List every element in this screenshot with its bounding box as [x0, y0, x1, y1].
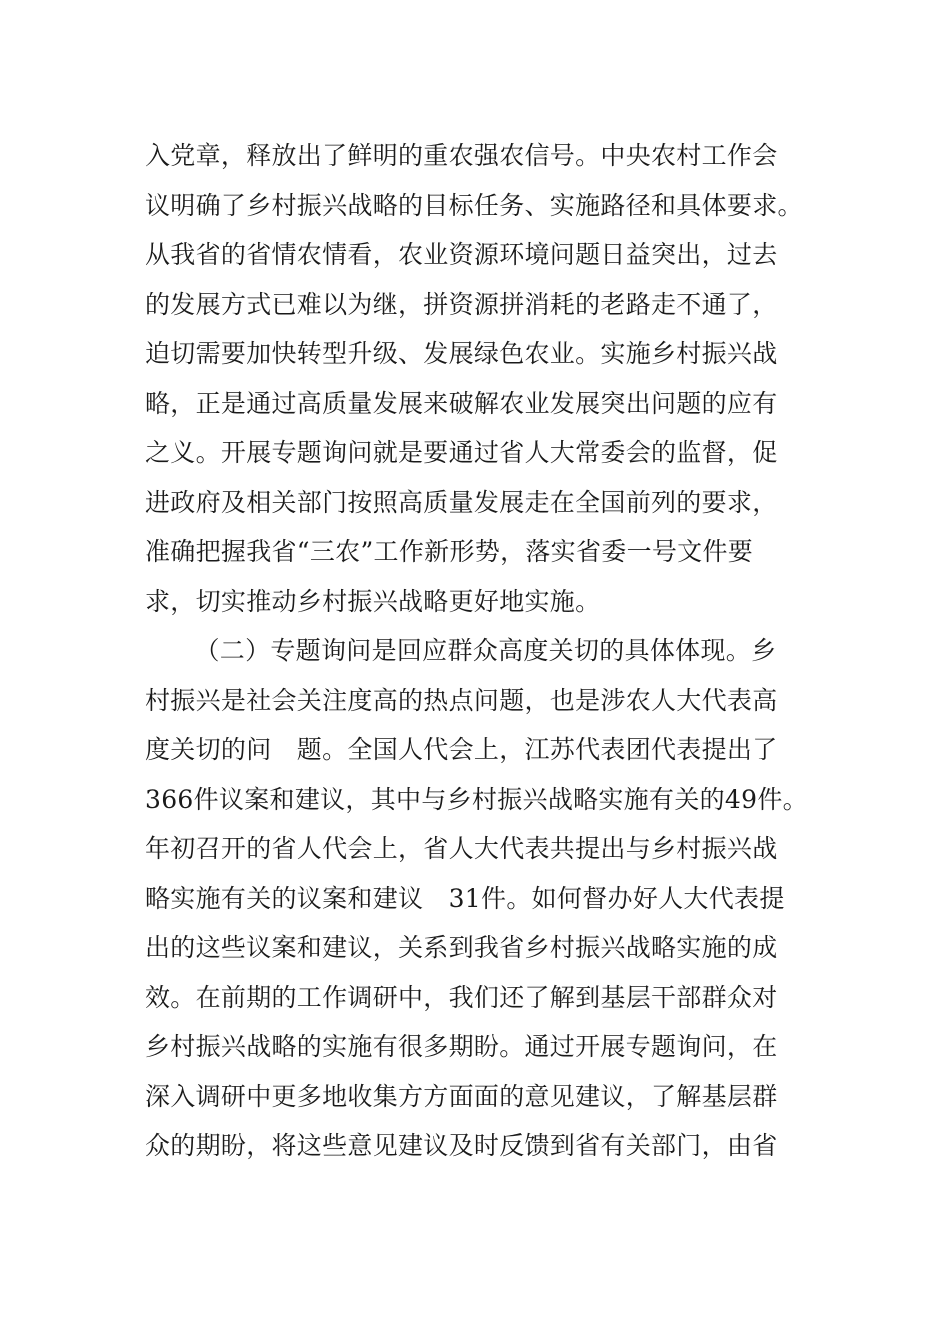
text-line: 迫切需要加快转型升级、发展绿色农业。实施乡村振兴战: [145, 339, 778, 368]
text-line: 之义。开展专题询问就是要通过省人大常委会的监督，促: [145, 438, 778, 467]
text-line: 入党章，释放出了鲜明的重农强农信号。中央农村工作会: [145, 141, 778, 170]
text-line: 准确把握我省“三农”工作新形势，落实省委一号文件要: [145, 537, 754, 566]
text-line: 度关切的问 题。全国人代会上，江苏代表团代表提出了: [145, 735, 778, 764]
text-line: 从我省的省情农情看，农业资源环境问题日益突出，过去: [145, 240, 778, 269]
text-line: 366件议案和建议，其中与乡村振兴战略实施有关的49件。: [145, 784, 808, 814]
section-heading-line: （二）专题询问是回应群众高度关切的具体体现。乡: [145, 636, 777, 665]
text-line: 求，切实推动乡村振兴战略更好地实施。: [145, 586, 601, 616]
text-line: 进政府及相关部门按照高质量发展走在全国前列的要求，: [145, 487, 778, 517]
body-text: [145, 131, 815, 1171]
text-line: 略，正是通过高质量发展来破解农业发展突出问题的应有: [145, 388, 778, 418]
text-line: 村振兴是社会关注度高的热点问题，也是涉农人大代表高: [145, 685, 778, 715]
text-line: 的发展方式已难以为继，拼资源拼消耗的老路走不通了，: [145, 289, 778, 319]
text-line: 年初召开的省人代会上，省人大代表共提出与乡村振兴战: [145, 834, 778, 863]
text-line: 效。在前期的工作调研中，我们还了解到基层干部群众对: [145, 982, 778, 1012]
text-line: 议明确了乡村振兴战略的目标任务、实施路径和具体要求。: [145, 190, 803, 220]
text-line: 略实施有关的议案和建议 31件。如何督办好人大代表提: [145, 883, 785, 913]
text-line: 深入调研中更多地收集方方面面的意见建议，了解基层群: [145, 1081, 778, 1111]
text-line: 众的期盼，将这些意见建议及时反馈到省有关部门，由省: [145, 1131, 778, 1160]
text-line: 乡村振兴战略的实施有很多期盼。通过开展专题询问，在: [145, 1032, 778, 1061]
text-line: 出的这些议案和建议，关系到我省乡村振兴战略实施的成: [145, 933, 778, 962]
